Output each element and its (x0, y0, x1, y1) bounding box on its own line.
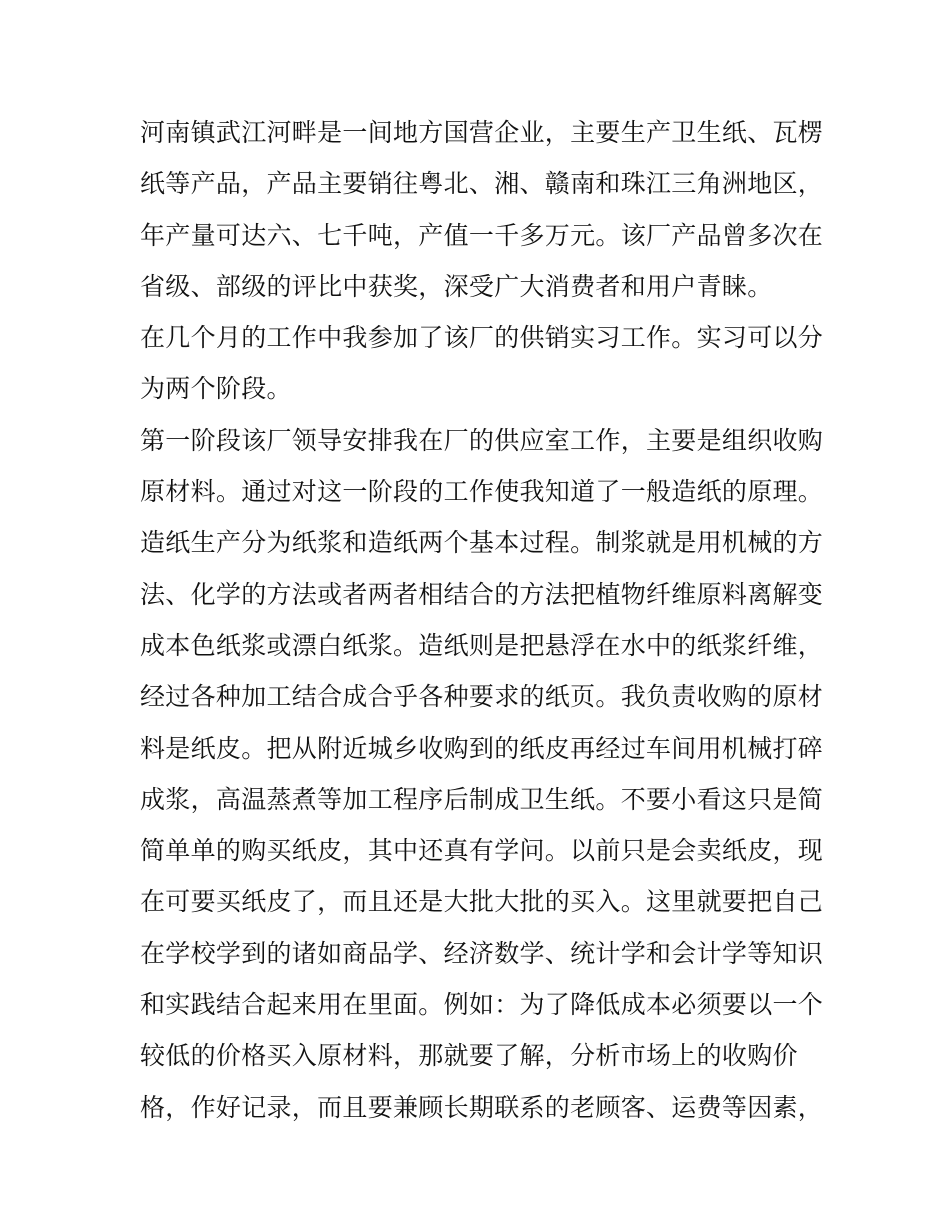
text-line: 较低的价格买入原材料，那就要了解，分析市场上的收购价 (140, 1041, 798, 1071)
text-line: 河南镇武江河畔是一间地方国营企业，主要生产卫生纸、瓦楞 (140, 118, 824, 147)
text-line: 纸等产品，产品主要销往粤北、湘、赣南和珠江三角洲地区， (140, 169, 824, 199)
text-line: 格，作好记录，而且要兼顾长期联系的老顾客、运费等因素， (140, 1092, 824, 1122)
text-line: 经过各种加工结合成合乎各种要求的纸页。我负责收购的原材 (140, 682, 824, 712)
text-line: 在可要买纸皮了，而且还是大批大批的买入。这里就要把自己 (140, 887, 824, 917)
text-line: 在学校学到的诸如商品学、经济数学、统计学和会计学等知识 (140, 938, 824, 968)
text-line: 简单单的购买纸皮，其中还真有学问。以前只是会卖纸皮，现 (140, 836, 824, 866)
text-line: 年产量可达六、七千吨，产值一千多万元。该厂产品曾多次在 (140, 220, 824, 250)
text-line: 为两个阶段。 (140, 374, 292, 404)
text-line: 造纸生产分为纸浆和造纸两个基本过程。制浆就是用机械的方 (140, 528, 824, 558)
text-line: 料是纸皮。把从附近城乡收购到的纸皮再经过车间用机械打碎 (140, 733, 824, 763)
text-line: 第一阶段该厂领导安排我在厂的供应室工作，主要是组织收购 (140, 425, 824, 455)
text-line: 和实践结合起来用在里面。例如：为了降低成本必须要以一个 (140, 990, 824, 1020)
text-line: 成本色纸浆或漂白纸浆。造纸则是把悬浮在水中的纸浆纤维， (140, 630, 824, 660)
text-line: 法、化学的方法或者两者相结合的方法把植物纤维原料离解变 (140, 579, 824, 609)
text-line: 省级、部级的评比中获奖，深受广大消费者和用户青睐。 (140, 271, 773, 301)
text-line: 在几个月的工作中我参加了该厂的供销实习工作。实习可以分 (140, 323, 824, 353)
text-line: 成浆，高温蒸煮等加工程序后制成卫生纸。不要小看这只是简 (140, 784, 824, 814)
body-text (140, 107, 824, 1133)
text-line: 原材料。通过对这一阶段的工作使我知道了一般造纸的原理。 (140, 477, 824, 507)
